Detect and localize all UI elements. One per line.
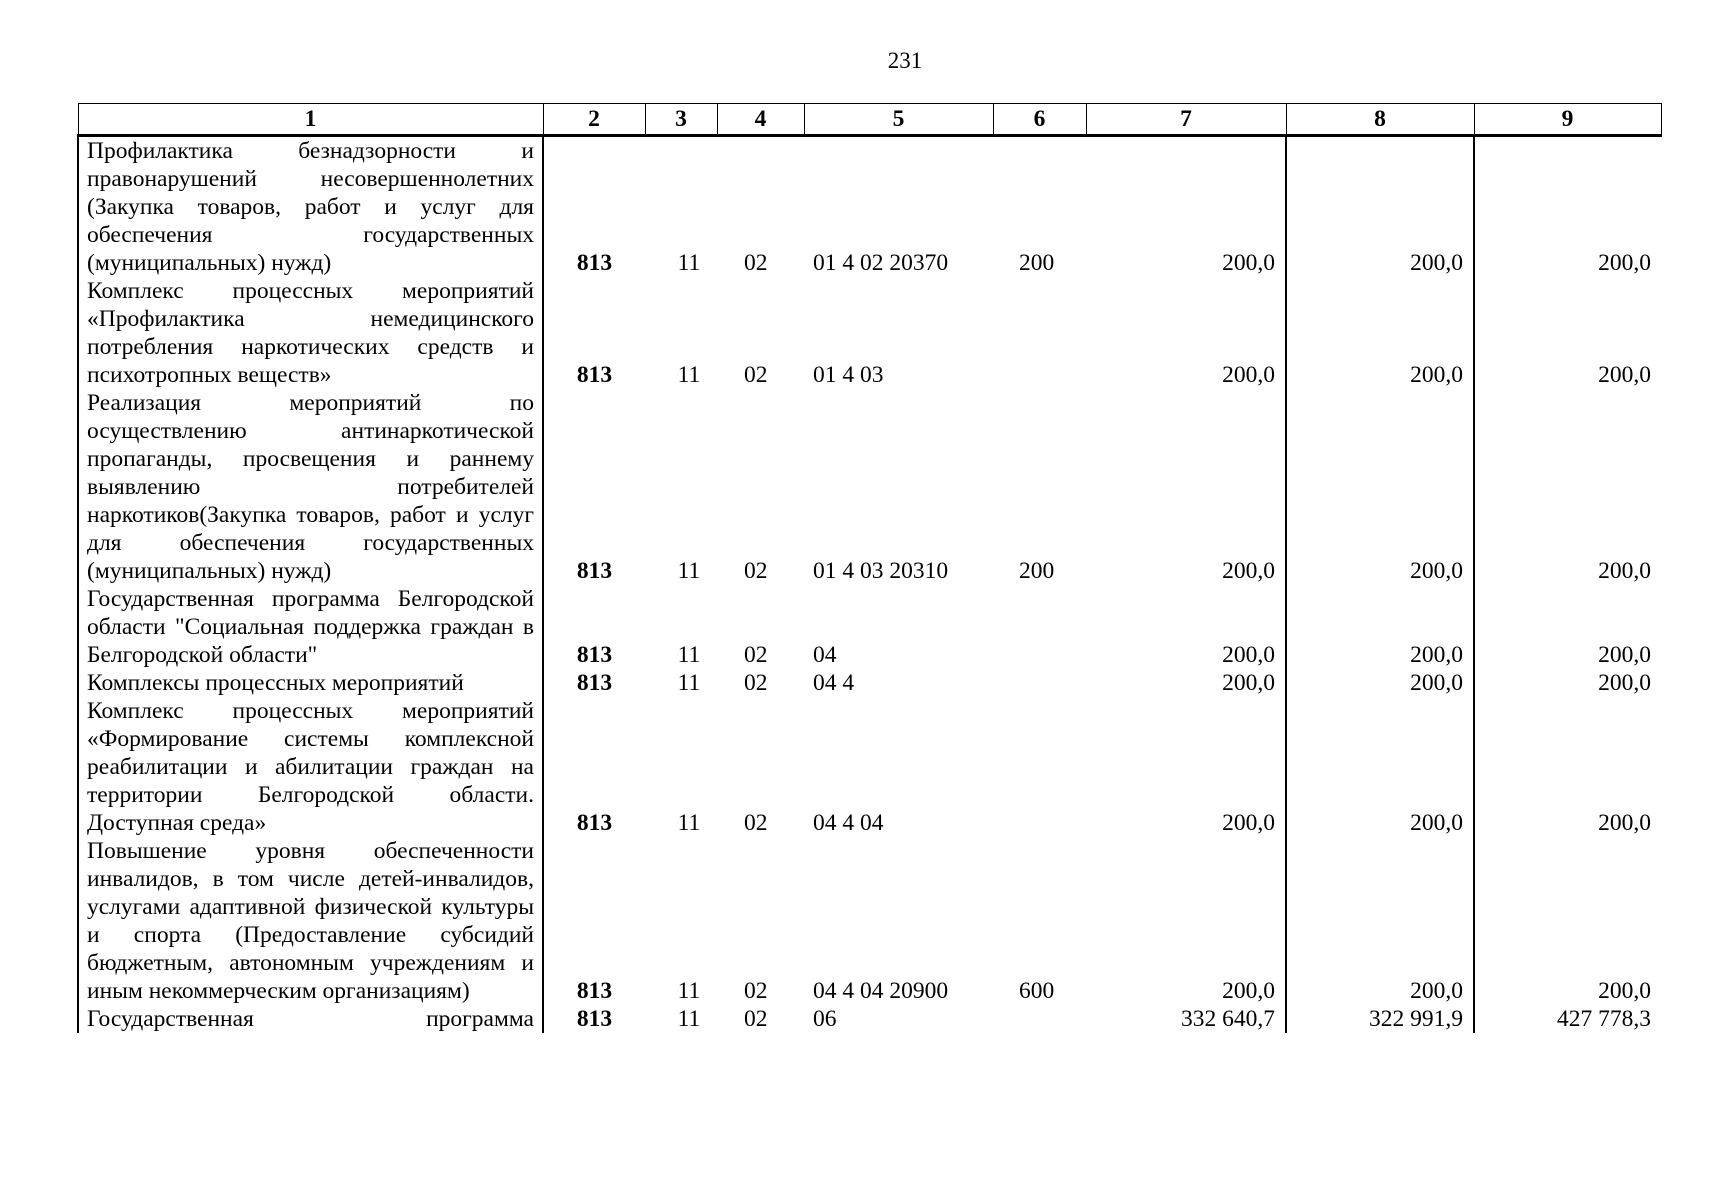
row-section-code: 11 — [677, 362, 701, 388]
row-subsection-code: 02 — [744, 558, 768, 584]
row-target-article-code: 04 4 04 — [813, 810, 884, 836]
row-section-code: 11 — [677, 558, 701, 584]
table-row — [78, 837, 1661, 1005]
row-subsection-code: 02 — [744, 362, 768, 388]
row-expense-type-code — [993, 1005, 1086, 1033]
header-col-7: 7 — [1086, 104, 1286, 136]
row-section-code: 11 — [677, 1006, 701, 1032]
row-target-article-code: 01 4 03 20310 — [813, 558, 949, 584]
row-grbs-code: 813 — [576, 558, 613, 584]
header-col-1: 1 — [78, 104, 543, 136]
header-row — [78, 104, 1661, 136]
row-amount-col7: 200,0 — [1086, 389, 1286, 585]
header-col-5: 5 — [804, 104, 993, 136]
header-col-3: 3 — [645, 104, 717, 136]
table-row — [78, 1005, 1661, 1033]
row-target-article-code: 04 — [813, 642, 837, 668]
row-amount-col7: 200,0 — [1086, 585, 1286, 669]
row-grbs-code: 813 — [576, 1006, 613, 1032]
row-name-cell: Профилактика безнадзорности и правонарушений несовершеннолетних (Закупка товаров, работ и услуг для обеспечения государственных (муниципальных) нужд) — [78, 136, 543, 278]
row-section-code: 11 — [677, 250, 701, 276]
row-target-article-code: 01 4 02 20370 — [813, 250, 949, 276]
row-subsection-code: 02 — [744, 670, 768, 696]
row-expense-type-code — [993, 585, 1086, 669]
row-amount-col9: 200,0 — [1598, 250, 1651, 276]
row-target-article-code: 01 4 03 — [813, 362, 884, 388]
row-name-cell: Государственная программа Белгородской области "Социальная поддержка граждан в Белгородской области" — [78, 585, 543, 669]
row-grbs-code: 813 — [576, 642, 613, 668]
row-amount-col8: 200,0 — [1286, 669, 1474, 697]
row-amount-col9: 200,0 — [1598, 362, 1651, 388]
header-col-8: 8 — [1286, 104, 1474, 136]
row-amount-col8: 200,0 — [1286, 136, 1474, 278]
budget-table-sheet — [77, 103, 1660, 1033]
table-row — [78, 277, 1661, 389]
table-body — [78, 136, 1661, 1034]
header-col-2: 2 — [543, 104, 645, 136]
row-grbs-code: 813 — [576, 362, 613, 388]
row-section-code: 11 — [677, 670, 701, 696]
row-target-article-code: 04 4 — [813, 670, 855, 696]
row-name-cell: Государственная программа — [78, 1005, 543, 1033]
row-name-cell: Реализация мероприятий по осуществлению антинаркотической пропаганды, просвещения и раннему выявлению потребителей наркотиков(Закупка товаров, работ и услуг для обеспечения государственных (муниципальных) нужд) — [78, 389, 543, 585]
row-subsection-code: 02 — [744, 1006, 768, 1032]
row-name-cell: Повышение уровня обеспеченности инвалидов, в том числе детей-инвалидов, услугами адаптивной физической культуры и спорта (Предоставление субсидий бюджетным, автономным учреждениям и иным некоммерческим организациям) — [78, 837, 543, 1005]
row-amount-col7: 200,0 — [1086, 669, 1286, 697]
row-amount-col9: 200,0 — [1598, 642, 1651, 668]
row-target-article-code: 04 4 04 20900 — [813, 978, 949, 1004]
row-expense-type-code — [993, 277, 1086, 389]
row-expense-type-code — [993, 669, 1086, 697]
row-amount-col7: 200,0 — [1086, 136, 1286, 278]
row-amount-col8: 322 991,9 — [1286, 1005, 1474, 1033]
row-amount-col9: 427 778,3 — [1557, 1006, 1651, 1032]
row-name-cell: Комплексы процессных мероприятий — [78, 669, 543, 697]
row-grbs-code: 813 — [576, 250, 613, 276]
row-amount-col8: 200,0 — [1286, 837, 1474, 1005]
row-subsection-code: 02 — [744, 978, 768, 1004]
row-grbs-code: 813 — [576, 810, 613, 836]
budget-table — [77, 103, 1662, 1033]
row-expense-type-code: 200 — [1019, 558, 1055, 584]
row-section-code: 11 — [677, 810, 701, 836]
row-amount-col7: 200,0 — [1086, 697, 1286, 837]
table-row — [78, 585, 1661, 669]
row-expense-type-code — [993, 697, 1086, 837]
row-amount-col8: 200,0 — [1286, 697, 1474, 837]
table-row — [78, 697, 1661, 837]
row-target-article-code: 06 — [813, 1006, 837, 1032]
row-amount-col9: 200,0 — [1598, 810, 1651, 836]
row-amount-col8: 200,0 — [1286, 389, 1474, 585]
row-section-code: 11 — [677, 978, 701, 1004]
table-row — [78, 136, 1661, 278]
row-grbs-code: 813 — [576, 670, 613, 696]
row-expense-type-code: 600 — [1019, 978, 1055, 1004]
row-subsection-code: 02 — [744, 810, 768, 836]
row-amount-col9: 200,0 — [1598, 978, 1651, 1004]
table-row — [78, 389, 1661, 585]
row-amount-col7: 332 640,7 — [1086, 1005, 1286, 1033]
row-section-code: 11 — [677, 642, 701, 668]
header-col-9: 9 — [1474, 104, 1661, 136]
row-amount-col9: 200,0 — [1598, 670, 1651, 696]
header-col-4: 4 — [717, 104, 804, 136]
row-amount-col7: 200,0 — [1086, 837, 1286, 1005]
row-grbs-code: 813 — [576, 978, 613, 1004]
row-amount-col8: 200,0 — [1286, 277, 1474, 389]
row-expense-type-code: 200 — [1019, 250, 1055, 276]
header-col-6: 6 — [993, 104, 1086, 136]
page-number: 231 — [887, 48, 923, 73]
row-subsection-code: 02 — [744, 250, 768, 276]
row-amount-col7: 200,0 — [1086, 277, 1286, 389]
row-amount-col8: 200,0 — [1286, 585, 1474, 669]
row-amount-col9: 200,0 — [1598, 558, 1651, 584]
table-row — [78, 669, 1661, 697]
row-subsection-code: 02 — [744, 642, 768, 668]
row-name-cell: Комплекс процессных мероприятий «Профилактика немедицинского потребления наркотических средств и психотропных веществ» — [78, 277, 543, 389]
row-name-cell: Комплекс процессных мероприятий «Формирование системы комплексной реабилитации и абилитации граждан на территории Белгородской области. Доступная среда» — [78, 697, 543, 837]
